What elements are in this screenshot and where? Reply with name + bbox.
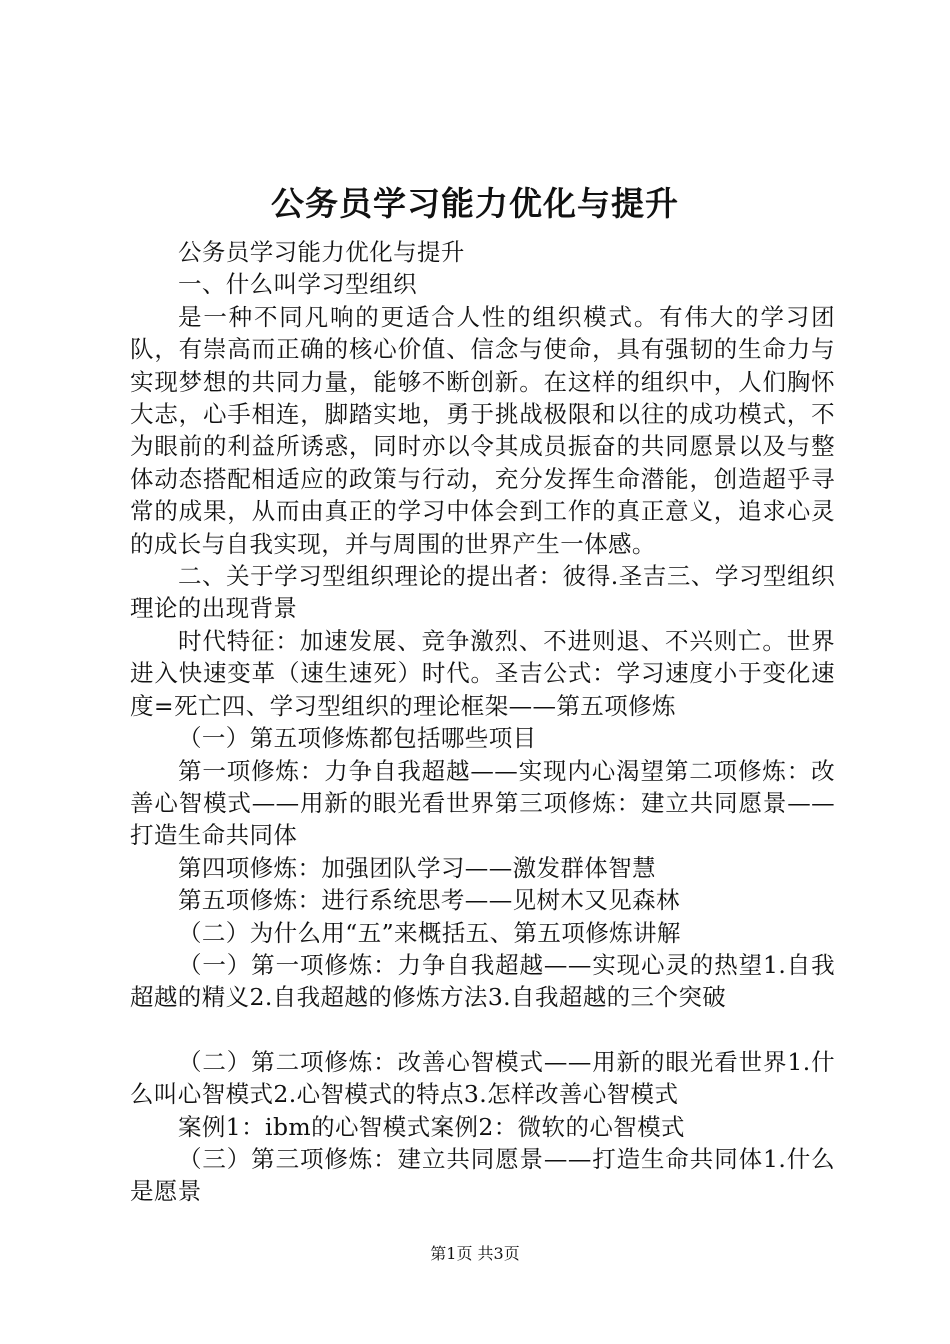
paragraph: 第四项修炼：加强团队学习——激发群体智慧 <box>178 853 656 882</box>
paragraph: （三）第三项修炼：建立共同愿景——打造生命共同体1.什么是愿景 <box>130 1144 835 1206</box>
paragraph: 公务员学习能力优化与提升 <box>178 238 465 266</box>
document-title: 公务员学习能力优化与提升 <box>271 184 679 223</box>
paragraph: 第一项修炼：力争自我超越——实现内心渴望第二项修炼：改善心智模式——用新的眼光看世界第三项修炼：建立共同愿景——打造生命共同体 <box>130 756 835 850</box>
paragraph: 二、关于学习型组织理论的提出者：彼得.圣吉三、学习型组织理论的出现背景 <box>130 562 835 623</box>
paragraph: （一）第一项修炼：力争自我超越——实现心灵的热望1.自我超越的精义2.自我超越的修炼方法3.自我超越的三个突破 <box>130 950 835 1012</box>
page-footer <box>0 1243 950 1265</box>
paragraph: 第五项修炼：进行系统思考——见树木又见森林 <box>178 886 680 915</box>
page-indicator: 第1页 共3页 <box>430 1244 520 1263</box>
paragraph: 时代特征：加速发展、竞争激烈、不进则退、不兴则亡。世界进入快速变革（速生速死）时代。圣吉公式：学习速度小于变化速度=死亡四、学习型组织的理论框架——第五项修炼 <box>130 626 835 720</box>
document-body <box>130 236 835 1208</box>
paragraph: （二）第二项修炼：改善心智模式——用新的眼光看世界1.什么叫心智模式2.心智模式的特点3.怎样改善心智模式 <box>130 1047 835 1109</box>
paragraph: （一）第五项修炼都包括哪些项目 <box>178 724 537 753</box>
paragraph: 一、什么叫学习型组织 <box>178 270 417 299</box>
paragraph: 是一种不同凡响的更适合人性的组织模式。有伟大的学习团队，有崇高而正确的核心价值、信念与使命，具有强韧的生命力与实现梦想的共同力量，能够不断创新。在这样的组织中，人们胸怀大志，心手相连，脚踏实地，勇于挑战极限和以往的成功模式，不为眼前的利益所诱惑，同时亦以令其成员振奋的共同愿景以及与整体动态搭配相适应的政策与行动，充分发挥生命潜能，创造超乎寻常的成果，从而由真正的学习中体会到工作的真正意义，追求心灵的成长与自我实现，并与周围的世界产生一体感。 <box>130 302 835 558</box>
paragraph: （二）为什么用“五”来概括五、第五项修炼讲解 <box>178 918 681 947</box>
paragraph: 案例1：ibm的心智模式案例2：微软的心智模式 <box>178 1112 685 1141</box>
